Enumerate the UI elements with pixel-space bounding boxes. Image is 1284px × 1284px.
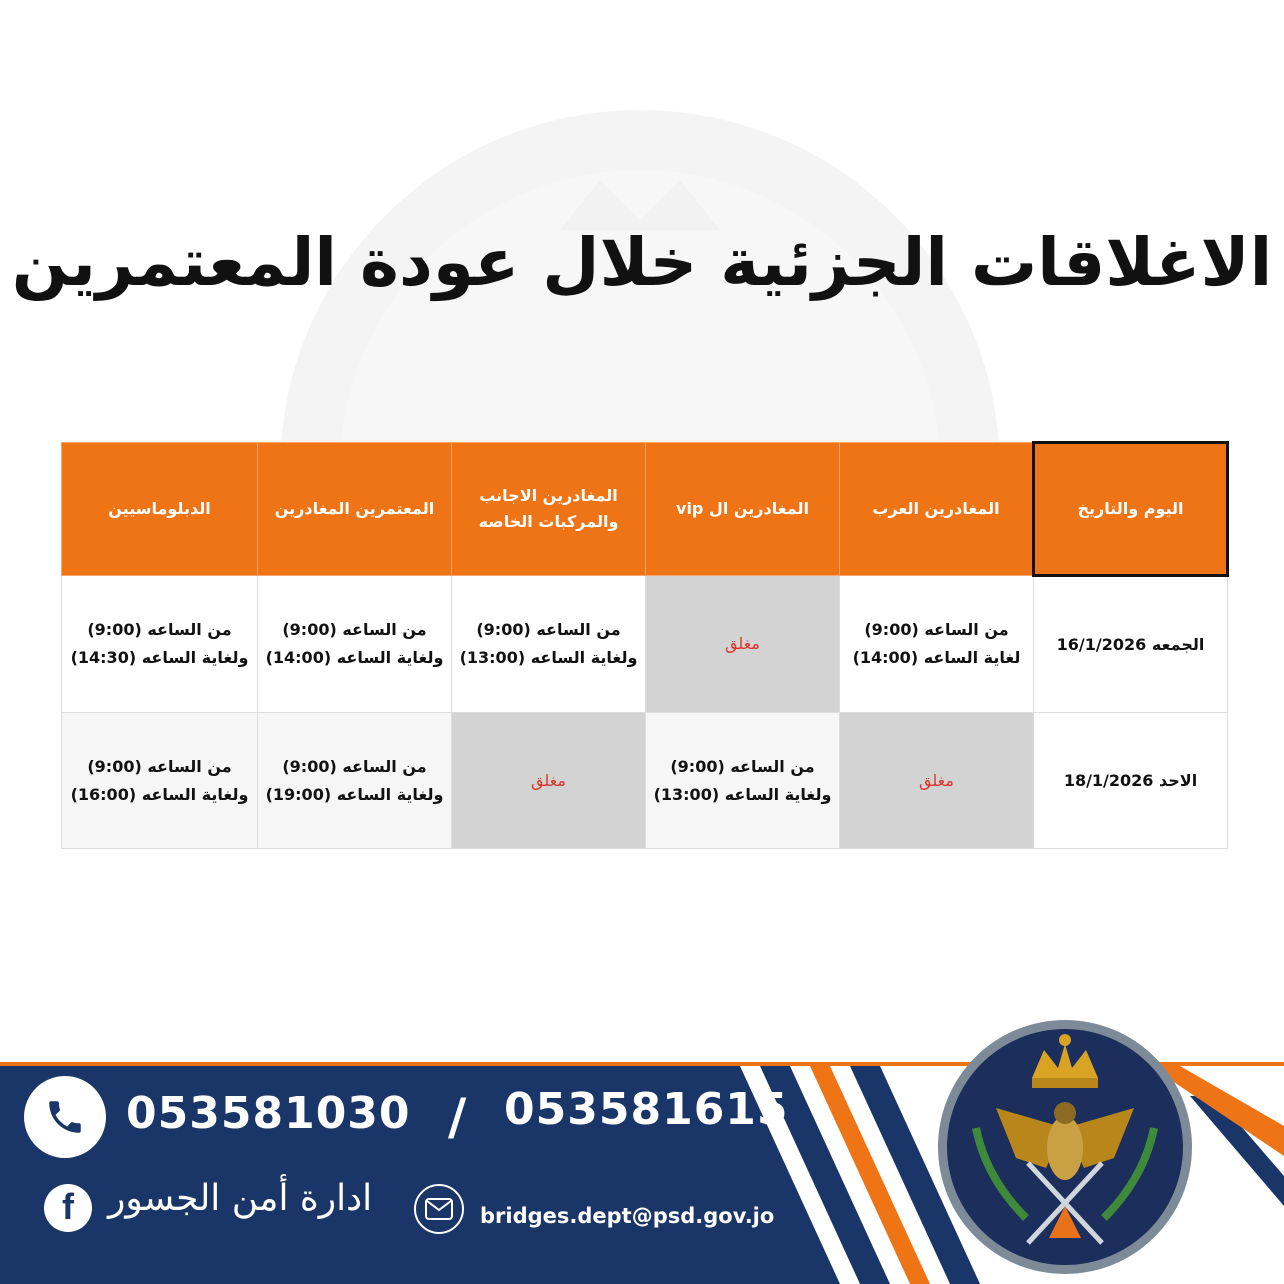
diplomats-cell (62, 576, 258, 713)
pilgrim-departures-cell (258, 713, 452, 849)
table-header-row (62, 443, 1228, 576)
table-row (62, 576, 1228, 713)
time-from: من الساعه (9:00) (670, 756, 815, 776)
pilgrim-departures-cell (258, 576, 452, 713)
department-name: ادارة أمن الجسور (108, 1178, 373, 1219)
facebook-icon[interactable]: f (44, 1184, 92, 1232)
phone-icon (24, 1076, 106, 1158)
foreign-departures-cell-closed: مغلق (452, 713, 646, 849)
page-title: الاغلاقات الجزئية خلال عودة المعتمرين (11, 224, 1273, 302)
foreign-departures-cell (452, 576, 646, 713)
time-from: من الساعه (9:00) (282, 620, 427, 639)
time-until: ولغاية الساعه (13:00) (459, 648, 638, 667)
arab-departures-cell (840, 576, 1034, 713)
time-from: من الساعه (9:00) (476, 620, 621, 639)
time-until: ولغاية الساعه (13:00) (653, 784, 832, 804)
day-cell: الاحد 18/1/2026 (1034, 713, 1228, 849)
time-from: من الساعه (9:00) (87, 620, 232, 639)
header-foreign-departures: المغادرين الاجانب والمركبات الخاصه (452, 443, 646, 576)
public-security-emblem (936, 1018, 1194, 1276)
email-address[interactable]: bridges.dept@psd.gov.jo (480, 1204, 775, 1228)
time-from: من الساعه (9:00) (87, 756, 232, 776)
header-pilgrim-departures: المعتمرين المغادرين (258, 443, 452, 576)
time-from: من الساعه (9:00) (864, 620, 1009, 639)
time-until: لغاية الساعه (14:00) (852, 648, 1021, 667)
header-arab-departures: المغادرين العرب (840, 443, 1034, 576)
phone-number-2[interactable]: 053581615 (504, 1084, 789, 1135)
header-vip-departures: المغادرين ال vip (646, 443, 840, 576)
table-row (62, 713, 1228, 849)
header-day-date: اليوم والتاريخ (1034, 443, 1228, 576)
time-until: ولغاية الساعه (14:00) (265, 648, 444, 667)
diplomats-cell (62, 713, 258, 849)
phone-number-1[interactable]: 053581030 (126, 1088, 411, 1139)
day-cell: الجمعه 16/1/2026 (1034, 576, 1228, 713)
mail-icon[interactable] (414, 1184, 464, 1234)
vip-departures-cell-closed: مغلق (646, 576, 840, 713)
vip-departures-cell (646, 713, 840, 849)
time-until: ولغاية الساعه (14:30) (70, 648, 249, 667)
header-diplomats: الدبلوماسيين (62, 443, 258, 576)
time-until: ولغاية الساعه (16:00) (70, 784, 249, 804)
time-until: ولغاية الساعه (19:00) (265, 784, 444, 804)
phone-separator: / (448, 1088, 467, 1146)
closures-table (61, 441, 1229, 849)
arab-departures-cell-closed: مغلق (840, 713, 1034, 849)
time-from: من الساعه (9:00) (282, 756, 427, 776)
